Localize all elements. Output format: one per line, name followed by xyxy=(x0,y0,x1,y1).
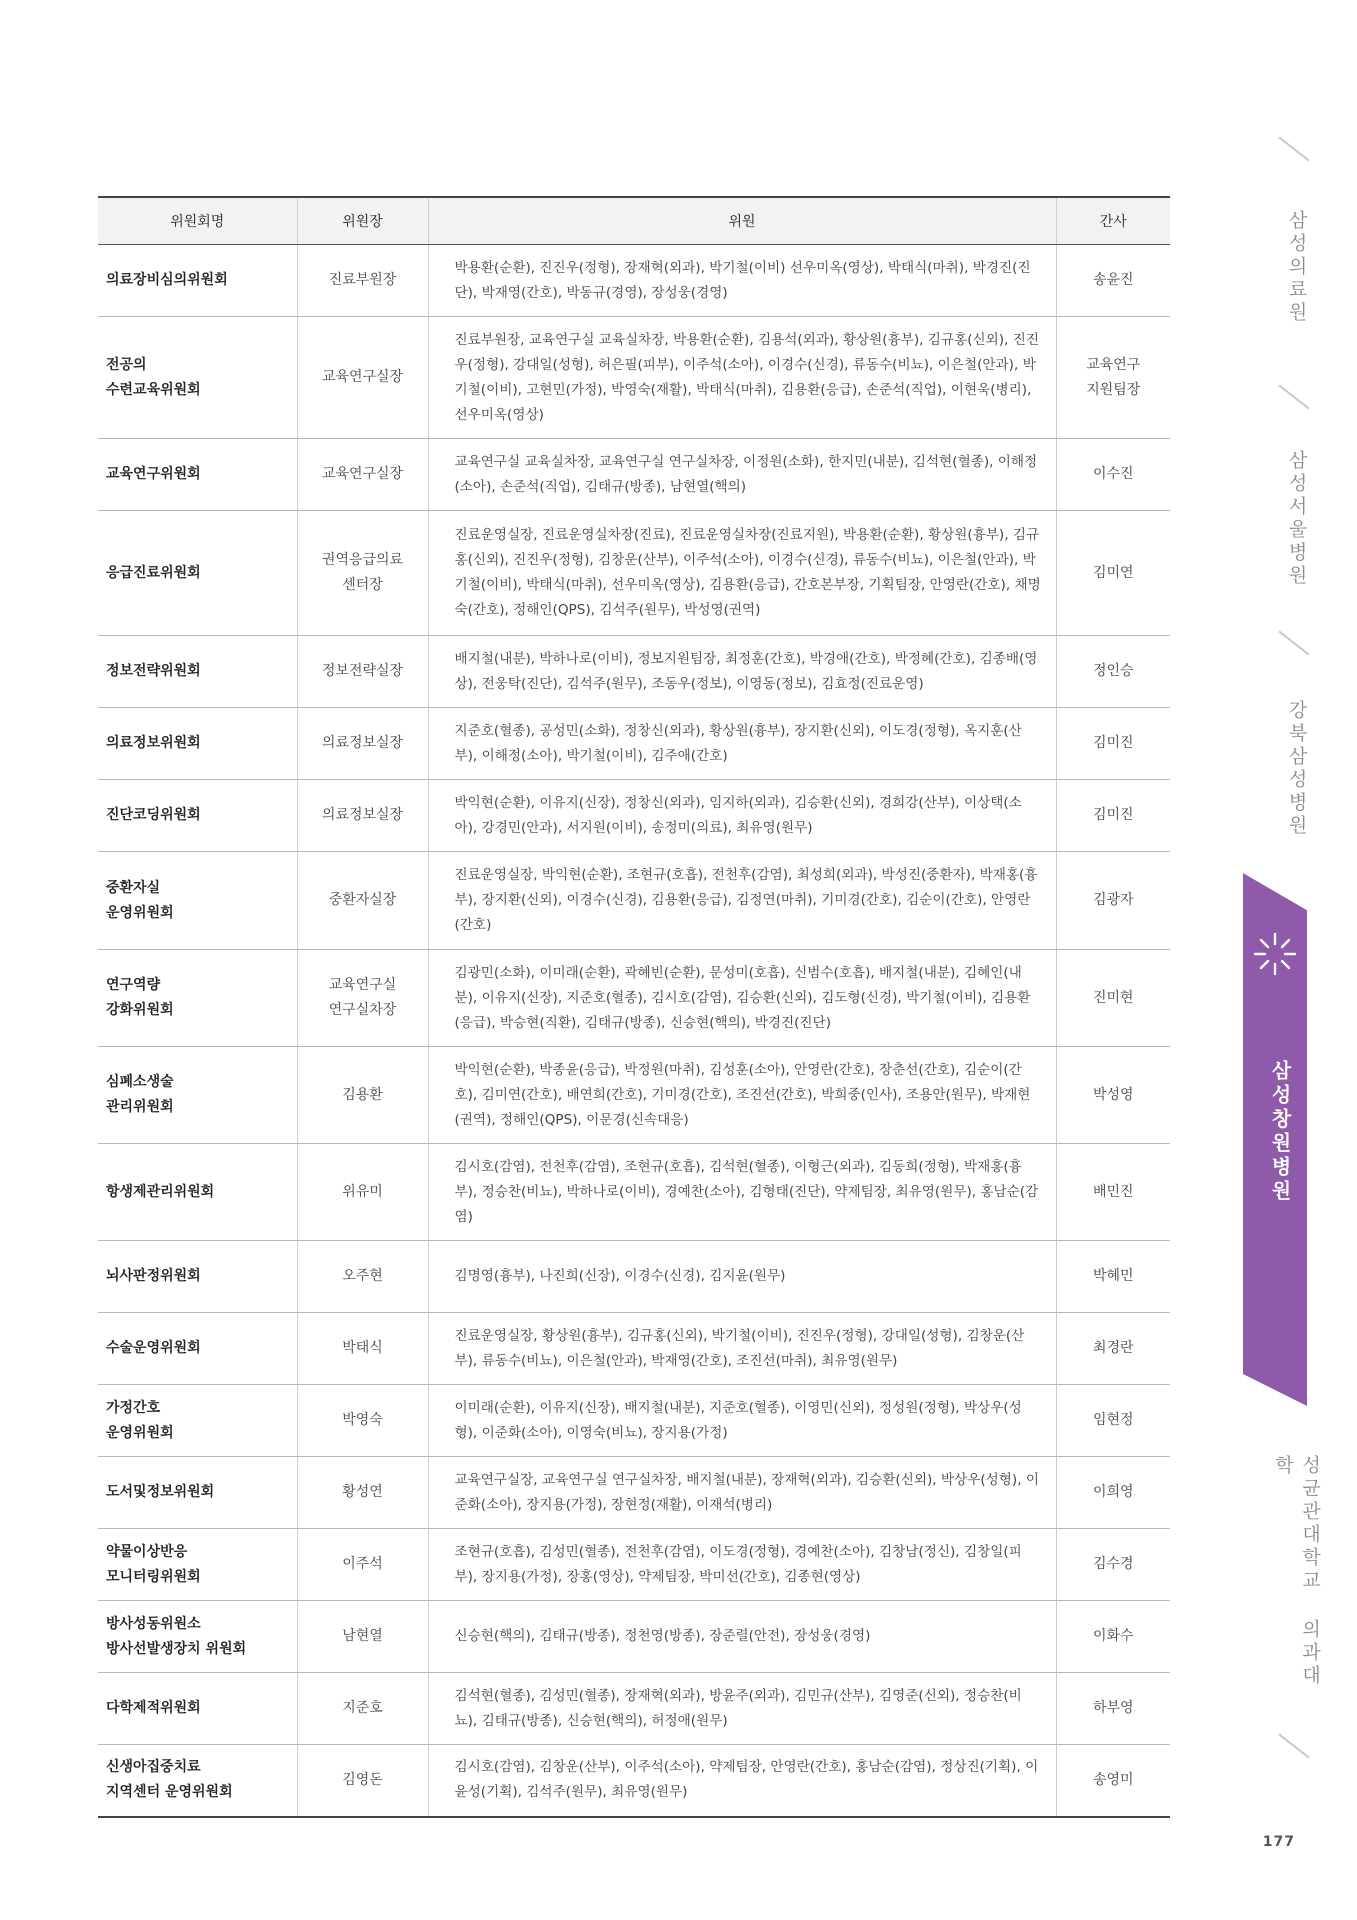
committee-chair: 정보전략실장 xyxy=(297,636,428,708)
committee-members: 박익현(순환), 이유지(신장), 정창신(외과), 임지하(외과), 김승환(신외), 경희강(산부), 이상택(소아), 강경민(안과), 서지원(이비), 송정미(의료), 최유영(원무) xyxy=(428,780,1056,852)
committee-name: 연구역량 강화위원회 xyxy=(98,950,297,1047)
header-members: 위원 xyxy=(428,197,1056,245)
committee-secretary: 이수진 xyxy=(1056,439,1170,511)
table-row xyxy=(98,1745,1170,1817)
committee-name: 방사성동위원소 방사선발생장치 위원회 xyxy=(98,1601,297,1673)
committee-secretary: 배민진 xyxy=(1056,1144,1170,1241)
table-row xyxy=(98,1457,1170,1529)
committee-members: 김시호(감염), 전천후(감염), 조현규(호흡), 김석현(혈종), 이형근(외과), 김동희(정형), 박재홍(흉부), 정승찬(비뇨), 박하나로(이비), 경예찬(소아), 김형태(진단), 약제팀장, 최유영(원무), 홍남순(감염) xyxy=(428,1144,1056,1241)
committee-members: 이미래(순환), 이유지(신장), 배지철(내분), 지준호(혈종), 이영민(신외), 정성원(정형), 박상우(성형), 이준화(소아), 이영숙(비뇨), 장지용(가정) xyxy=(428,1385,1056,1457)
table-row xyxy=(98,1313,1170,1385)
table-row xyxy=(98,1385,1170,1457)
committee-members: 지준호(혈종), 공성민(소화), 정창신(외과), 황상원(흉부), 장지환(신외), 이도경(정형), 옥지훈(산부), 이해정(소아), 박기철(이비), 김주애(간호) xyxy=(428,708,1056,780)
committee-members: 진료운영실장, 박익현(순환), 조현규(호흡), 전천후(감염), 최성희(외과), 박성진(중환자), 박재홍(흉부), 장지환(신외), 이경수(신경), 김용환(응급), 김정연(마취), 기미경(간호), 김순이(간호), 안영란(간호) xyxy=(428,852,1056,950)
committee-members: 박용환(순환), 진진우(정형), 장재혁(외과), 박기철(이비) 선우미옥(영상), 박태식(마취), 박경진(진단), 박재영(간호), 박동규(경영), 장성웅(경영) xyxy=(428,245,1056,317)
committee-name: 신생아집중치료 지역센터 운영위원회 xyxy=(98,1745,297,1817)
committee-name: 가정간호 운영위원회 xyxy=(98,1385,297,1457)
committee-name: 의료장비심의위원회 xyxy=(98,245,297,317)
committee-secretary: 이화수 xyxy=(1056,1601,1170,1673)
header-committee: 위원회명 xyxy=(98,197,297,245)
committee-name: 전공의 수련교육위원회 xyxy=(98,317,297,439)
committee-members: 교육연구실 교육실차장, 교육연구실 연구실차장, 이정원(소화), 한지민(내분), 김석현(혈종), 이해정(소아), 손준석(직업), 김태규(방종), 남현열(핵의) xyxy=(428,439,1056,511)
committee-members: 진료운영실장, 황상원(흉부), 김규홍(신외), 박기철(이비), 진진우(정형), 강대일(성형), 김창운(산부), 류동수(비뇨), 이은철(안과), 박재영(간호), 조진선(마취), 최유영(원무) xyxy=(428,1313,1056,1385)
committee-chair: 위유미 xyxy=(297,1144,428,1241)
committee-name: 중환자실 운영위원회 xyxy=(98,852,297,950)
committee-secretary: 김광자 xyxy=(1056,852,1170,950)
table-row xyxy=(98,950,1170,1047)
committee-members: 진료운영실장, 진료운영실차장(진료), 진료운영실차장(진료지원), 박용환(순환), 황상원(흉부), 김규홍(신외), 진진우(정형), 김창운(산부), 이주석(소아), 이경수(신경), 류동수(비뇨), 이은철(안과), 박기철(이비), 박태식(마취), 선우미옥(영상), 김용환(응급), 간호본부장, 기획팀장, 안영란(간호), 채명숙(간호), 정해인(QPS), 김석주(원무), 박성영(권역) xyxy=(428,511,1056,636)
committee-secretary: 김수경 xyxy=(1056,1529,1170,1601)
table-row xyxy=(98,1144,1170,1241)
sidebar-tab-label: 강북삼성병원 xyxy=(1285,700,1308,838)
table-row xyxy=(98,708,1170,780)
committee-chair: 김용환 xyxy=(297,1047,428,1144)
committee-secretary: 김미진 xyxy=(1056,708,1170,780)
table-row xyxy=(98,1529,1170,1601)
divider-slash-icon xyxy=(1278,137,1309,162)
committee-chair: 박태식 xyxy=(297,1313,428,1385)
committee-secretary: 진미현 xyxy=(1056,950,1170,1047)
table-row xyxy=(98,317,1170,439)
header-chair: 위원장 xyxy=(297,197,428,245)
divider-slash-icon xyxy=(1278,631,1309,656)
table-row xyxy=(98,1241,1170,1313)
committee-secretary: 박혜민 xyxy=(1056,1241,1170,1313)
committee-chair: 중환자실장 xyxy=(297,852,428,950)
committee-chair: 오주현 xyxy=(297,1241,428,1313)
table-row xyxy=(98,1047,1170,1144)
committee-chair: 김영돈 xyxy=(297,1745,428,1817)
sidebar-tab-samsung-seoul[interactable] xyxy=(1237,450,1357,610)
page-number: 177 xyxy=(1262,1834,1295,1850)
committee-chair: 교육연구실장 xyxy=(297,317,428,439)
committee-chair: 권역응급의료 센터장 xyxy=(297,511,428,636)
committee-name: 뇌사판정위원회 xyxy=(98,1241,297,1313)
table-row xyxy=(98,511,1170,636)
table-row xyxy=(98,852,1170,950)
committee-members: 박익현(순환), 박종윤(응급), 박정원(마취), 김성훈(소아), 안영란(간호), 장춘선(간호), 김순이(간호), 김미연(간호), 배연희(간호), 기미경(간호), 조진선(간호), 박희중(인사), 조용안(원무), 박재현(권역), 정해인(QPS), 이문경(신속대응) xyxy=(428,1047,1056,1144)
committee-name: 의료정보위원회 xyxy=(98,708,297,780)
sidebar-tab-samsung-medical[interactable] xyxy=(1237,210,1357,350)
table-row xyxy=(98,636,1170,708)
committee-secretary: 최경란 xyxy=(1056,1313,1170,1385)
committee-members: 신승현(핵의), 김태규(방종), 정천영(방종), 장준렬(안전), 장성웅(경영) xyxy=(428,1601,1056,1673)
committee-secretary: 송영미 xyxy=(1056,1745,1170,1817)
committee-members: 교육연구실장, 교육연구실 연구실차장, 배지철(내분), 장재혁(외과), 김승환(신외), 박상우(성형), 이준화(소아), 장지용(가정), 장현정(재활), 이재석(병리) xyxy=(428,1457,1056,1529)
committee-name: 심폐소생술 관리위원회 xyxy=(98,1047,297,1144)
committee-name: 정보전략위원회 xyxy=(98,636,297,708)
committee-chair: 황성연 xyxy=(297,1457,428,1529)
committee-name: 수술운영위원회 xyxy=(98,1313,297,1385)
committee-secretary: 이희영 xyxy=(1056,1457,1170,1529)
sidebar-tab-label: 삼성의료원 xyxy=(1285,210,1308,325)
table-row xyxy=(98,439,1170,511)
committee-secretary: 교육연구 지원팀장 xyxy=(1056,317,1170,439)
committee-secretary: 정인승 xyxy=(1056,636,1170,708)
sidebar-tab-label: 성균관대학교 의과대학 xyxy=(1272,1455,1321,1688)
table-row xyxy=(98,1601,1170,1673)
table-row xyxy=(98,1673,1170,1745)
committee-members: 김석현(혈종), 김성민(혈종), 장재혁(외과), 방윤주(외과), 김민규(산부), 김영준(신외), 정승찬(비뇨), 김태규(방종), 신승현(핵의), 허정애(원무) xyxy=(428,1673,1056,1745)
committee-chair: 의료정보실장 xyxy=(297,708,428,780)
header-secretary: 간사 xyxy=(1056,197,1170,245)
committee-name: 응급진료위원회 xyxy=(98,511,297,636)
committee-members: 배지철(내분), 박하나로(이비), 정보지원팀장, 최정훈(간호), 박경애(간호), 박정혜(간호), 김종배(영상), 전웅탁(진단), 김석주(원무), 조동우(정보), 이영동(정보), 김효정(진료운영) xyxy=(428,636,1056,708)
committee-name: 교육연구위원회 xyxy=(98,439,297,511)
committee-members: 김명영(흉부), 나진희(신장), 이경수(신경), 김지윤(원무) xyxy=(428,1241,1056,1313)
committee-chair: 이주석 xyxy=(297,1529,428,1601)
committee-table xyxy=(98,196,1170,1818)
committee-members: 김시호(감염), 김창운(산부), 이주석(소아), 약제팀장, 안영란(간호), 홍남순(감염), 정상진(기획), 이윤성(기획), 김석주(원무), 최유영(원무) xyxy=(428,1745,1056,1817)
sparkle-icon xyxy=(1251,930,1299,978)
committee-chair: 진료부원장 xyxy=(297,245,428,317)
committee-name: 다학제적위원회 xyxy=(98,1673,297,1745)
table-header-row xyxy=(98,197,1170,245)
committee-chair: 남현열 xyxy=(297,1601,428,1673)
sidebar-tab-kangbuk-samsung[interactable] xyxy=(1237,700,1357,860)
committee-members: 김광민(소화), 이미래(순환), 곽혜빈(순환), 문성미(호흡), 신범수(호흡), 배지철(내분), 김혜인(내분), 이유지(신장), 지준호(혈종), 김시호(감염), 김승환(신외), 김도형(신경), 박기철(이비), 김용환(응급), 박승현(직환), 김태규(방종), 신승현(핵의), 박경진(진단) xyxy=(428,950,1056,1047)
committee-chair: 교육연구실 연구실차장 xyxy=(297,950,428,1047)
committee-name: 도서및정보위원회 xyxy=(98,1457,297,1529)
sidebar-tab-label: 삼성서울병원 xyxy=(1285,450,1308,588)
committee-chair: 교육연구실장 xyxy=(297,439,428,511)
table-row xyxy=(98,780,1170,852)
committee-secretary: 하부영 xyxy=(1056,1673,1170,1745)
committee-members: 진료부원장, 교육연구실 교육실차장, 박용환(순환), 김용석(외과), 황상원(흉부), 김규홍(신외), 진진우(정형), 강대일(성형), 허은필(피부), 이주석(소아), 이경수(신경), 류동수(비뇨), 이은철(안과), 박기철(이비), 고현민(가정), 박영숙(재활), 박태식(마취), 김용환(응급), 손준석(직업), 이현욱(병리), 선우미옥(영상) xyxy=(428,317,1056,439)
committee-secretary: 김미진 xyxy=(1056,780,1170,852)
divider-slash-icon xyxy=(1278,1734,1309,1759)
committee-secretary: 송윤진 xyxy=(1056,245,1170,317)
committee-name: 약물이상반응 모니터링위원회 xyxy=(98,1529,297,1601)
divider-slash-icon xyxy=(1278,385,1309,410)
committee-table-container xyxy=(98,196,1170,1818)
committee-name: 항생제관리위원회 xyxy=(98,1144,297,1241)
sidebar-tab-skku-medicine[interactable] xyxy=(1237,1455,1357,1705)
committee-chair: 박영숙 xyxy=(297,1385,428,1457)
committee-name: 진단코딩위원회 xyxy=(98,780,297,852)
committee-chair: 지준호 xyxy=(297,1673,428,1745)
committee-secretary: 임현정 xyxy=(1056,1385,1170,1457)
committee-chair: 의료정보실장 xyxy=(297,780,428,852)
committee-secretary: 박성영 xyxy=(1056,1047,1170,1144)
table-row xyxy=(98,245,1170,317)
committee-members: 조현규(호흡), 김성민(혈종), 전천후(감염), 이도경(정형), 경예찬(소아), 김창남(정신), 김창일(피부), 장지용(가정), 장홍(영상), 약제팀장, 박미선(간호), 김종현(영상) xyxy=(428,1529,1056,1601)
sidebar-tab-label-active: 삼성창원병원 xyxy=(1268,1060,1292,1204)
committee-secretary: 김미연 xyxy=(1056,511,1170,636)
